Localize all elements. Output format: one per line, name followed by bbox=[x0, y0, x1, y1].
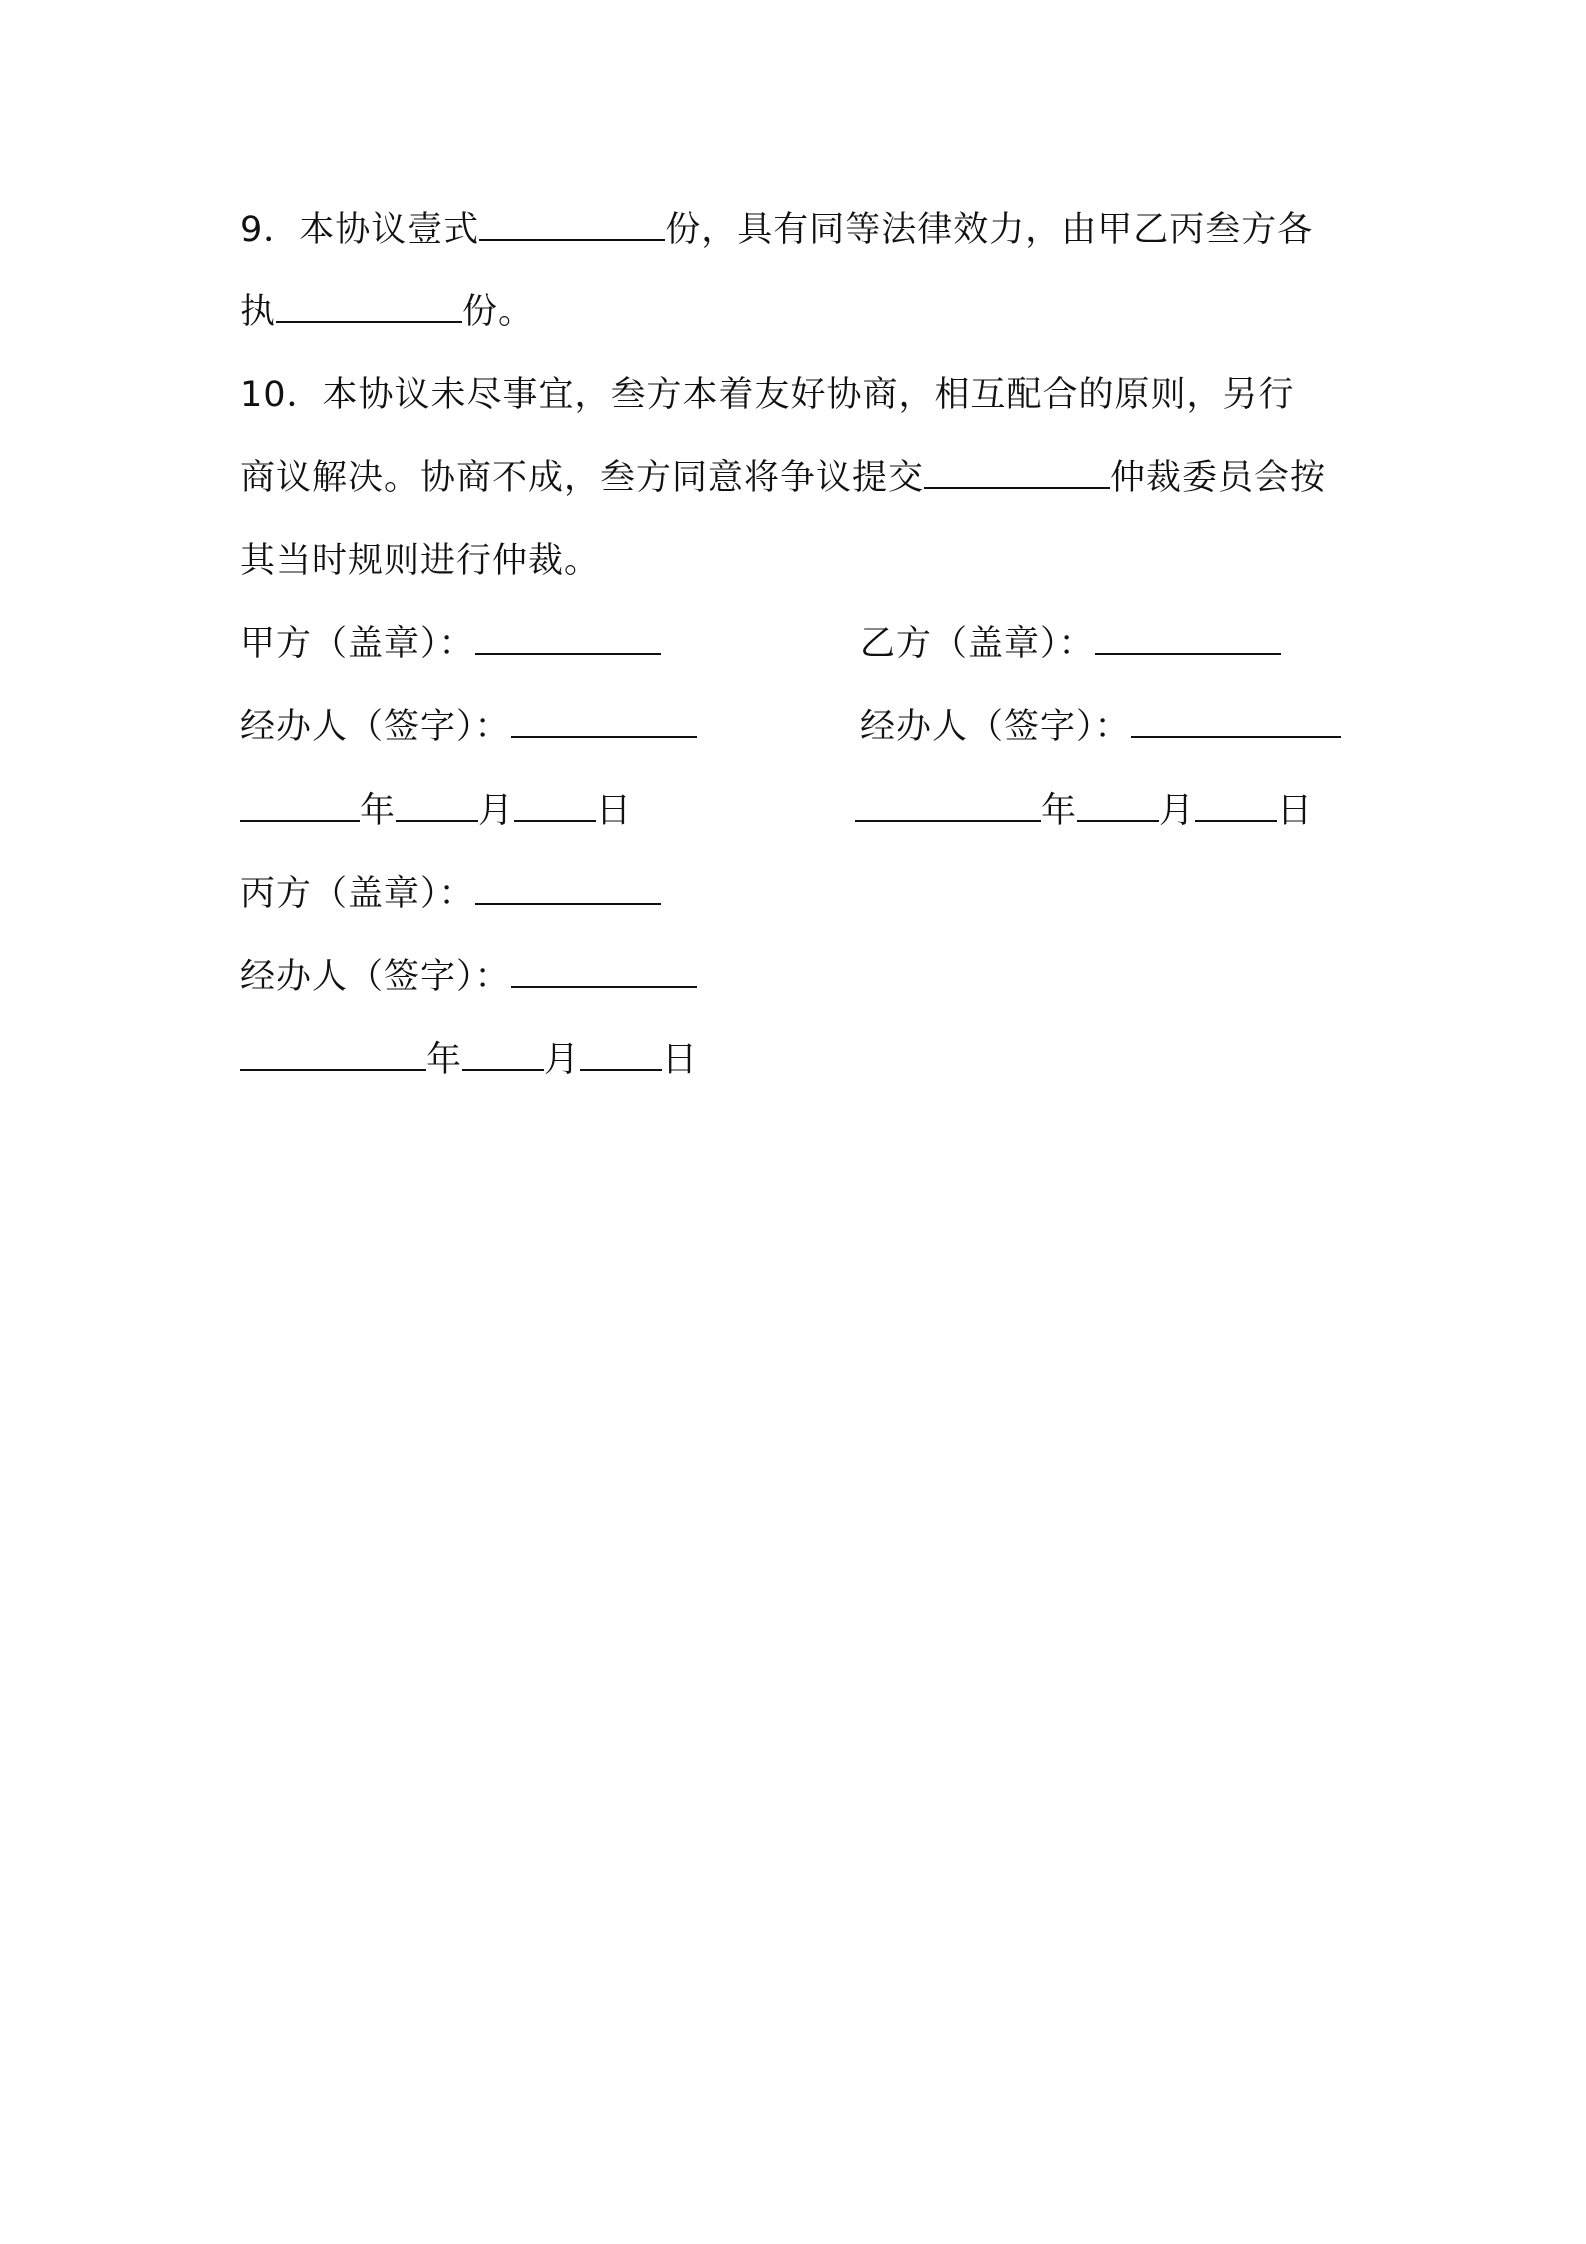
party-b-agent-blank[interactable] bbox=[1131, 706, 1341, 738]
clause-9-text-c: 执 bbox=[240, 292, 277, 332]
clause-10-text-d: 其当时规则进行仲裁。 bbox=[240, 541, 601, 581]
party-b-agent-label: 经办人（签字）： bbox=[860, 707, 1131, 747]
clause-9-text-a: 9．本协议壹式 bbox=[240, 210, 480, 250]
party-c-month-blank[interactable] bbox=[462, 1039, 544, 1071]
party-c-agent-blank[interactable] bbox=[511, 956, 697, 988]
party-b-seal-blank[interactable] bbox=[1095, 623, 1281, 655]
clause-9-line-1 bbox=[240, 208, 1313, 252]
party-b-day-blank[interactable] bbox=[1195, 790, 1277, 822]
clause-9-text-d: 份。 bbox=[462, 292, 535, 332]
party-c-label: 丙方（盖章）： bbox=[240, 874, 475, 914]
party-b-month-blank[interactable] bbox=[1077, 790, 1159, 822]
year-label: 年 bbox=[1041, 791, 1078, 831]
party-b-agent-line bbox=[860, 705, 1341, 749]
year-label: 年 bbox=[426, 1040, 463, 1080]
party-a-agent-line bbox=[240, 705, 697, 749]
clause-10-text-c: 仲裁委员会按 bbox=[1110, 458, 1327, 498]
day-label: 日 bbox=[662, 1040, 699, 1080]
party-c-seal-line bbox=[240, 872, 661, 916]
arbitration-committee-blank[interactable] bbox=[924, 457, 1110, 489]
party-a-agent-label: 经办人（签字）： bbox=[240, 707, 511, 747]
party-c-seal-blank[interactable] bbox=[475, 873, 661, 905]
year-label: 年 bbox=[360, 791, 397, 831]
clause-10-text-a: 10．本协议未尽事宜，叁方本着友好协商，相互配合的原则，另行 bbox=[240, 375, 1295, 415]
party-c-year-blank[interactable] bbox=[240, 1039, 426, 1071]
clause-9-text-b: 份，具有同等法律效力，由甲乙丙叁方各 bbox=[665, 210, 1314, 250]
party-a-date-line bbox=[240, 789, 632, 833]
month-label: 月 bbox=[544, 1040, 581, 1080]
clause-10-line-2 bbox=[240, 456, 1326, 500]
month-label: 月 bbox=[1159, 791, 1196, 831]
clause-10-line-3 bbox=[240, 539, 600, 583]
copies-total-blank[interactable] bbox=[479, 209, 665, 241]
month-label: 月 bbox=[478, 791, 515, 831]
clause-10-line-1 bbox=[240, 373, 1295, 417]
party-c-agent-label: 经办人（签字）： bbox=[240, 957, 511, 997]
party-a-seal-blank[interactable] bbox=[475, 623, 661, 655]
clause-10-text-b: 商议解决。协商不成，叁方同意将争议提交 bbox=[240, 458, 925, 498]
party-b-label: 乙方（盖章）： bbox=[860, 624, 1095, 664]
party-a-agent-blank[interactable] bbox=[511, 706, 697, 738]
party-c-date-line bbox=[240, 1038, 698, 1082]
day-label: 日 bbox=[1277, 791, 1314, 831]
party-a-year-blank[interactable] bbox=[240, 790, 360, 822]
party-b-year-blank[interactable] bbox=[855, 790, 1041, 822]
party-a-seal-line bbox=[240, 622, 661, 666]
party-a-label: 甲方（盖章）： bbox=[240, 624, 475, 664]
party-a-month-blank[interactable] bbox=[396, 790, 478, 822]
party-a-day-blank[interactable] bbox=[514, 790, 596, 822]
day-label: 日 bbox=[596, 791, 633, 831]
party-c-day-blank[interactable] bbox=[580, 1039, 662, 1071]
copies-each-blank[interactable] bbox=[276, 291, 462, 323]
clause-9-line-2 bbox=[240, 290, 534, 334]
party-b-seal-line bbox=[860, 622, 1281, 666]
party-c-agent-line bbox=[240, 955, 697, 999]
party-b-date-line bbox=[855, 789, 1313, 833]
